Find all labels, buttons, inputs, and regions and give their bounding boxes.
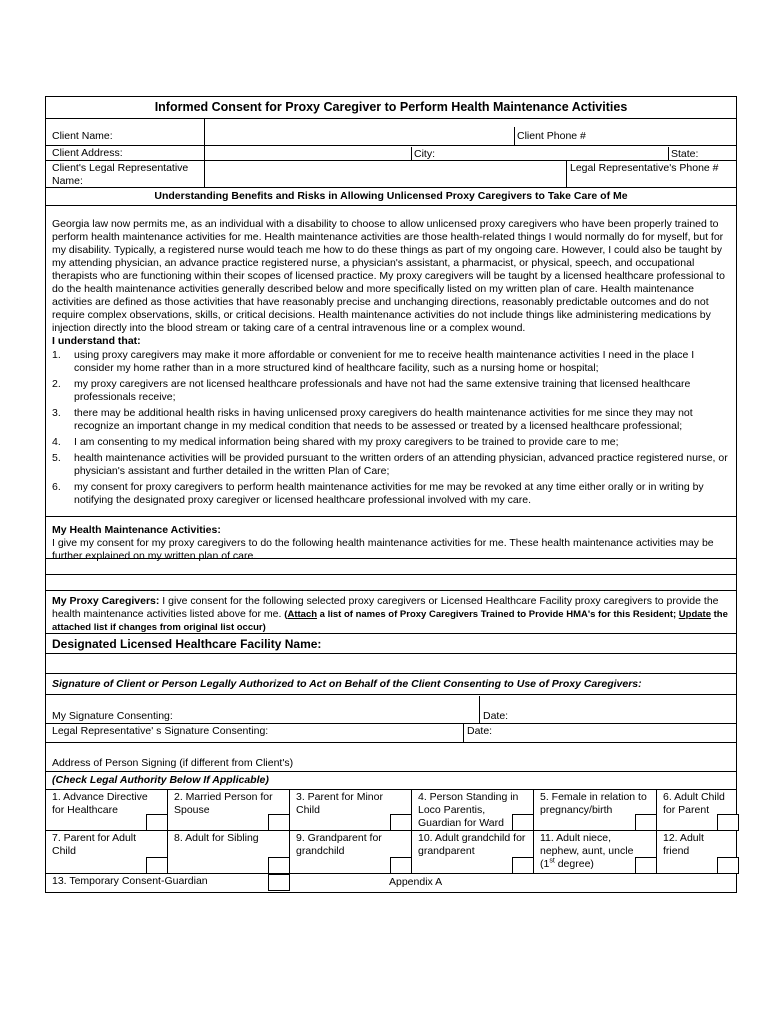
authority-checkbox-11[interactable] <box>635 857 657 874</box>
my-signature-row <box>46 707 736 724</box>
signer-address-label: Address of Person Signing (if different from Client's) <box>52 757 294 769</box>
client-name-field[interactable] <box>205 119 513 145</box>
authority-option-5[interactable]: 5. Female in relation to pregnancy/birth <box>534 790 657 830</box>
my-signature-field[interactable] <box>176 707 476 723</box>
facility-name-field[interactable] <box>46 654 736 674</box>
signer-address-row[interactable] <box>46 755 736 772</box>
legal-rep-label-line1: Client's Legal Representative <box>52 162 189 174</box>
client-phone-field[interactable] <box>606 119 736 145</box>
list-item: 1. using proxy caregivers may make it more affordable or convenient for me to receive health maintenance activities I need in the place I consider my home rather than in a more structured kind of healthcare facility, such as a nursing home or hospital; <box>52 349 695 374</box>
authority-option-13[interactable]: 13. Temporary Consent-Guardian <box>52 875 208 887</box>
list-item: 5. health maintenance activities will be provided pursuant to the written orders of an attending physician, advanced practice registered nurse, or physician's assistant and further detailed in the written Plan of Care; <box>52 452 728 477</box>
proxy-caregivers-section <box>46 591 736 634</box>
state-label: State: <box>671 148 699 160</box>
city-field[interactable] <box>441 146 666 160</box>
health-maintenance-line-1[interactable] <box>46 559 736 575</box>
authority-option-9[interactable]: 9. Grandparent for grandchild <box>290 831 412 873</box>
authority-checkbox-6[interactable] <box>717 814 739 831</box>
client-name-row <box>46 119 736 146</box>
form-title: Informed Consent for Proxy Caregiver to Perform Health Maintenance Activities <box>46 97 736 119</box>
authority-checkbox-1[interactable] <box>146 814 168 831</box>
client-phone-label: Client Phone # <box>517 130 586 142</box>
authority-option-12[interactable]: 12. Adult friend <box>657 831 738 873</box>
consent-paragraph: Georgia law now permits me, as an individual with a disability to choose to allow unlicensed proxy caregivers who have been properly trained to perform health maintenance activities for me. Health maintenance activities are those health-related things I would normally do for myself, but for my disability. Typically, a registered nurse would teach me how to do these things as part of my ongoing care. However, I could also be taught by my attending physician, an advance practice registered nurse, a physician's assistant, a pharmacist, or physical, speech, and occupational therapists who are functioning within their scopes of licensed practice. My proxy caregivers will be taught by a licensed healthcare professional to do the health maintenance activities generally described below and more specifically listed on my written plan of care. Health maintenance activities are defined as those activities that have reasonably precise and unchanging directions, reasonably predictable outcomes and do not require complex observations, skills, or critical decisions. Health maintenance activities do not include things like administering medications by injection directly into the blood stream or taking care of a central intravenous line or a complex wound. <box>52 218 725 334</box>
date-field-1[interactable] <box>514 707 736 723</box>
rep-signature-row <box>46 724 736 743</box>
understand-label: I understand that: <box>52 335 141 347</box>
signature-heading: Signature of Client or Person Legally Authorized to Act on Behalf of the Client Consenting to Use of Proxy Caregivers: <box>46 674 736 695</box>
legal-rep-label-line2: Name: <box>52 175 83 187</box>
authority-checkbox-12[interactable] <box>717 857 739 874</box>
authority-checkbox-9[interactable] <box>390 857 412 874</box>
city-label: City: <box>414 148 435 160</box>
understand-list <box>52 349 730 507</box>
date-field-2[interactable] <box>501 724 736 742</box>
authority-option-3[interactable]: 3. Parent for Minor Child <box>290 790 412 830</box>
authority-row-2 <box>46 831 736 874</box>
authority-option-7[interactable]: 7. Parent for Adult Child <box>46 831 168 873</box>
list-item: 4. I am consenting to my medical information being shared with my proxy caregivers to be trained to provide care to me; <box>52 436 619 448</box>
client-address-field[interactable] <box>205 146 410 160</box>
health-maintenance-heading: My Health Maintenance Activities: <box>52 524 221 536</box>
check-authority-heading: (Check Legal Authority Below If Applicable) <box>46 772 736 790</box>
health-maintenance-text: I give my consent for my proxy caregivers to do the following health maintenance activities for me. These health maintenance activities may be further explained on my written plan of care. <box>52 537 714 562</box>
authority-checkbox-8[interactable] <box>268 857 290 874</box>
health-maintenance-section <box>46 517 736 562</box>
authority-option-2[interactable]: 2. Married Person for Spouse <box>168 790 290 830</box>
authority-checkbox-7[interactable] <box>146 857 168 874</box>
legal-rep-row <box>46 161 736 188</box>
authority-checkbox-13[interactable] <box>268 874 290 891</box>
client-address-row <box>46 146 736 161</box>
authority-option-1[interactable]: 1. Advance Directive for Healthcare <box>46 790 168 830</box>
list-item: 6. my consent for proxy caregivers to perform health maintenance activities for me may be revoked at any time either orally or in writing by notifying the designated proxy caregiver or licensed healthcare professional involved with my care. <box>52 481 704 506</box>
date-label-1: Date: <box>483 710 509 722</box>
consent-body <box>46 206 736 517</box>
authority-checkbox-10[interactable] <box>512 857 534 874</box>
authority-checkbox-4[interactable] <box>512 814 534 831</box>
consent-form <box>45 96 737 893</box>
section-subtitle: Understanding Benefits and Risks in Allowing Unlicensed Proxy Caregivers to Take Care of Me <box>46 188 736 206</box>
authority-option-10[interactable]: 10. Adult grandchild for grandparent <box>412 831 534 873</box>
authority-option-11[interactable]: 11. Adult niece, nephew, aunt, uncle (1st degree) <box>534 831 657 873</box>
authority-option-8[interactable]: 8. Adult for Sibling <box>168 831 290 873</box>
facility-name-label: Designated Licensed Healthcare Facility Name: <box>46 634 736 654</box>
legal-rep-name-field[interactable] <box>205 161 565 187</box>
rep-signature-label: Legal Representative' s Signature Consenting: <box>52 725 269 737</box>
my-signature-label: My Signature Consenting: <box>52 710 173 722</box>
authority-row-1 <box>46 790 736 831</box>
client-name-label: Client Name: <box>52 130 113 142</box>
authority-checkbox-2[interactable] <box>268 814 290 831</box>
authority-option-4[interactable]: 4. Person Standing in Loco Parentis, Guardian for Ward <box>412 790 534 830</box>
list-item: 3. there may be additional health risks in having unlicensed proxy caregivers do health maintenance activities for me since they may not recognize an important change in my medical condition that needs to be assessed or treated by a licensed healthcare professional; <box>52 407 693 432</box>
authority-row-3 <box>46 874 736 892</box>
legal-rep-phone-label: Legal Representative's Phone # <box>570 162 719 174</box>
authority-option-6[interactable]: 6. Adult Child for Parent <box>657 790 738 830</box>
appendix-label: Appendix A <box>389 876 443 888</box>
authority-checkbox-5[interactable] <box>635 814 657 831</box>
list-item: 2. my proxy caregivers are not licensed healthcare professionals and have not had the same extensive training that licensed healthcare professionals receive; <box>52 378 691 403</box>
date-label-2: Date: <box>467 725 493 737</box>
health-maintenance-line-2[interactable] <box>46 575 736 591</box>
rep-signature-field[interactable] <box>276 724 461 742</box>
client-address-label: Client Address: <box>52 147 123 159</box>
authority-checkbox-3[interactable] <box>390 814 412 831</box>
proxy-caregivers-text: My Proxy Caregivers: I give consent for the following selected proxy caregivers or Licensed Healthcare Facility proxy caregivers to provide the health maintenance activities listed above for me. (Attach a list of names of Proxy Caregivers Trained to Provide HMA's for this Resident; Update the attached list if changes from original list occur) <box>52 595 728 633</box>
